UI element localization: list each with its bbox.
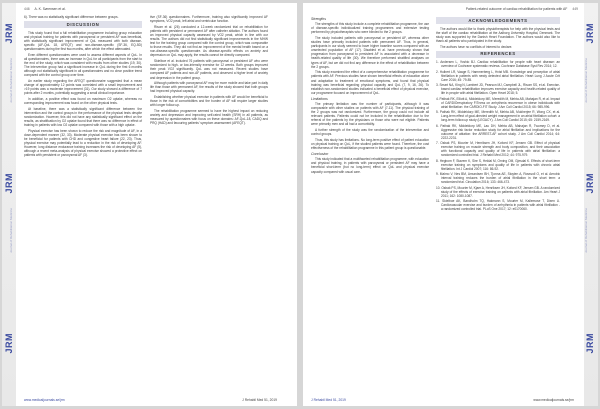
paragraph: The authors have no conflicts of interest to declare.	[440, 44, 513, 49]
paragraph: The study included patients with paroxysmal or persistent AF, whereas other studies have primarily included patients with permanent AF. Thus, in general, participants in our study seemed to have higher baseline scores compared with an unselected population of AF (17). Disabled et al. have previously shown that progression from paroxysmal to persistent AF is associated with a decrease in health-related quality of life (30). We therefore performed stratified analyses on types of AF, but we did not find any difference in the effect of rehabilitation between the 2 groups.	[311, 35, 429, 69]
paragraph: Even different questionnaires were used to assess different aspects of QoL. In all questionnaires, there was an increase in QoL for all participants from the start to the end of the study, which was consistent with results from other studies (19, 30). The intervention group had a significant increase in QoL during the first 6 months although not statistically significant in all questionnaires and no clear positive trend compared with the control group over time.	[24, 52, 142, 78]
paragraph: The rehabilitation programme seemed to have the highest impact on reducing anxiety and depression and improving self-rated health (SRH) in all patients, as measured by questionnaires with focus on these domains: AF-QoL-18, CADQ and PRQ (HAD) and favouring patients' symptom assessment (AFEQT).	[150, 108, 268, 126]
left-page	[2, 3, 297, 406]
reference-item: 5. Pathak RK, Middeldorp ME, Meredith M, Mehta AB, Mukherjee R, Wong CX, et al. Long-term effect of goal-directed weight management in an atrial fibrillation cohort: a long-term follow-up study (LEGACY). J Am Coll Cardiol 2015; 65: 2159-2169.	[436, 110, 560, 123]
reference-item: 6. Pathak RK, Middeldorp ME, Lau DH, Mehta AB, Mahajan R, Twomey D, et al. Aggressive risk factor reduction study for atrial fibrillation and implications for the outcome of ablation: the ARREST-AF cohort study. J Am Coll Cardiol 2014; 64: 2222-2231.	[436, 123, 560, 140]
journal-mark: JRM	[4, 173, 14, 194]
paragraph: The authors would like to thank physiotherapists for help with the physical tests and the staff of the cardiac rehabilitation at the Aalborg University Hospital, Denmark. The study was supported by the Danish Heart Foundation. The authors would also like to thank all patients who participated in the study.	[436, 26, 560, 43]
reference-item: 4. Pathak RK, Elliott A, Middeldorp ME, Meredith M, Mehta AB, Mahajan R, et al. Impact of CARDIOrespiratory FITness on arrhythmia recurrence in obese individuals with atrial fibrillation: the CARDIO-FIT Study. J Am Coll Cardiol 2015; 66: 985-996.	[436, 96, 561, 109]
paragraph: tive (SF-36) questionnaires. Furthermore, training also significantly improved AF symptoms, VO2 peak, left atrial and ventricular function.	[150, 15, 268, 24]
subheading-strengths: Strengths	[311, 17, 326, 21]
paragraph: In addition, a positive effect was found on maximum O2 uptake, whereas no corresponding improvement was found on the other physical tests.	[24, 96, 142, 105]
paragraph: Skielboe et al. included 76 patients with paroxysmal or persistent AF who were randomized to high- or low-intensity exercise for 12 weeks. Both groups improved their peak VO2 significantly. QoL was not measured. Recent studies have compared AF patients and non-AF patients, and observed a higher level of anxiety and depression in the patient group.	[150, 59, 268, 80]
left-page-column-2	[150, 15, 268, 127]
footer-url-link[interactable]: www.medicaljournals.se/jrm	[24, 398, 65, 402]
footer-citation: J Rehabil Med 51, 2019	[311, 398, 346, 402]
footer-url-link[interactable]: www.medicaljournals.se/jrm	[533, 398, 574, 402]
paragraph: This study examined the effect of a comprehensive rehabilitation programme for patients with AF. Previous studies have shown beneficial effects of education alone and adaptation to treatment of emotional symptoms, and found that physical training was beneficial regarding physical capacity and QoL (7, 9, 16, 26). To establish non-randomized studies indicated a beneficial effect of physical exercise, our programme focused on improvement of QoL.	[311, 70, 429, 95]
journal-full-name: Journal of Rehabilitation Medicine	[584, 58, 588, 104]
page-number: 446	[24, 7, 30, 11]
running-head-text: Patient-related outcome of cardiac rehabilitation for patients with AF	[465, 7, 568, 11]
running-head	[24, 7, 66, 11]
paragraph: 6). There was no statistically significant difference between groups.	[24, 15, 119, 19]
journal-full-name: Journal of Rehabilitation Medicine	[584, 208, 588, 254]
journal-mark: JRM	[4, 333, 14, 354]
reference-item: 8. Hegbom F, Stavem K, Sire S, Heldal M, Orning OM, Gjesdal K. Effects of short-term exercise training on symptoms and quality of life in patients with chronic atrial fibrillation. Int J Cardiol 2007; 116: 86-92.	[436, 158, 560, 171]
subheading-conclusion: Conclusion	[311, 152, 329, 157]
paragraph: The primary limitation was the number of participants, although it was comparable with other studies on patients with AF (7-11). The physical training of the 2 groups was not randomized. Furthermore, the group could not include all relevant patients. Patients could not be included in the rehabilitation due to the referral of the patients by the physicians or those who were not eligible. Patients were primarily men and all had a comorbidity.	[311, 101, 429, 127]
reference-item: 9. Malmo V, Nes BM, Amundsen BH, Tjonna AE, Stoylen A, Rossvoll O, et al. Aerobic interval training reduces the burden of atrial fibrillation in the short term: a randomized trial. Circulation 2016; 133: 466-473.	[436, 172, 560, 185]
paragraph: At baseline, there was a statistically significant difference between the intervention and the control groups in the performance of the physical tests despite randomization. However, this did not have any statistically significant effect on the results, as stratification by O2 uptake found that there was no difference in effect of training in patients with low O2 uptake compared with those with a high uptake.	[24, 106, 142, 128]
subheading-limitations: Limitations	[311, 96, 328, 101]
reference-item: 11. Skielboe AK, Bandholm TQ, Hakmann S, Mourier M, Kallemose T, Dixen U. Cardiovascular exercise and burden of arrhythmia in patients with atrial fibrillation - a randomized controlled trial. PLoS One 2017; 12: e0170060.	[436, 199, 560, 212]
running-head-text: A. K. Sørensen et al.	[34, 7, 66, 11]
right-page-column-1	[311, 15, 429, 175]
footer-citation: J Rehabil Med 51, 2019	[242, 398, 277, 402]
journal-full-name: Journal of Rehabilitation Medicine	[9, 58, 13, 104]
section-heading-discussion: DISCUSSION	[24, 21, 142, 28]
section-heading-references: REFERENCES	[436, 51, 560, 58]
paragraph: Establishing whether physical exercise in patients with AF would be beneficial to those in the risk of comorbidities and the burden of AF will require larger studies with longer follow-up.	[150, 95, 268, 108]
paragraph: Thus, this study has limitations. No long-term positive effect of patient education on physical training on QoL, if the studied patients were found. Therefore, the cost effectiveness of the rehabilitation programme in this patient group is questionable.	[311, 137, 429, 151]
right-page	[303, 3, 598, 406]
running-head	[466, 7, 578, 11]
paragraph: Physical exercise has been shown to reduce the risk and magnitude of AF, in a dose-dependent manner (32, 33). Moderate physical exercise has been shown to be beneficial for patients with CHD and congestive heart failure (22, 23). Thus, physical exercise may potentially lead to a reduction in the risk of developing AF. However, long distance endurance training increases the risk of developing AF (5), although a recent meta-analysis of physical exercise showed a protective effect on patients with persistent or paroxysmal AF (3).	[24, 128, 142, 158]
paragraph: A further strength of the study was the randomization of the intervention and control groups.	[311, 128, 429, 137]
reference-item: 10. Osbak PS, Mourier M, Kjaer A, Henriksen JH, Kofoed KF, Jensen GB. A randomized study of the effects of exercise training on patients with atrial fibrillation. Am Heart J 2011; 162: 1080-1087.	[436, 185, 560, 198]
section-heading-acknowledgements: ACKNOWLEDGEMENTS	[436, 17, 560, 24]
paragraph: An earlier study regarding the AFEQT questionnaire suggested that a mean change of approximately 12 points was correlated with a small improvement and >19 points was a moderate improvement (31). Our study showed a difference of 7 points after 2 months, potentially suggesting a small clinical importance.	[24, 78, 142, 96]
left-page-column-1	[24, 15, 142, 159]
reference-item: 7. Osbak PS, Mourier M, Henriksen JH, Kofoed KF, Jensen GB. Effect of physical exercise training on muscle strength and body composition, and their association with functional capacity and quality of life in patients with atrial fibrillation: a randomized controlled trial. J Rehabil Med 2012; 44: 975-979.	[436, 141, 560, 158]
paragraph: The strengths of this study include a complete rehabilitation programme, the use of disease-specific individualized training programmes and extensive testing performed by physiotherapists who were blinded to the 2 groups.	[311, 22, 429, 35]
paragraph: This study found that a full rehabilitation programme including group education and physical training for patients with paroxysmal or persistent AF was beneficial, with statistically significant improvement of QoL measured with both disease-specific (AF-QoL 18, AFEQT) and non-disease-specific (SF-36, EQ-5D) questionnaires during the first two months, after which the effect attenuated.	[24, 30, 142, 52]
journal-mark: JRM	[4, 23, 14, 44]
journal-mark: JRM	[585, 333, 595, 354]
paragraph: Although patients with paroxysmal AF may be more mobile and take part in daily life than those with permanent AF, the results of the study showed that both groups had improved physical capacity.	[150, 81, 268, 94]
journal-full-name: Journal of Rehabilitation Medicine	[9, 208, 13, 254]
paragraph: This study indicated that a multifaceted rehabilitation programme, with education and physical training, in patients with paroxysmal or persistent AF may have a beneficial short-term (but no long-term) effect on QoL and physical exercise capacity compared with usual care.	[311, 157, 429, 174]
paragraph: Risom et al. (26) conducted a 12-week randomized trial on rehabilitation for patients with persistent or permanent AF after catheter ablation. The authors found an improved physical capacity assessed by VO2 peak, which in line with our results. The authors did not find statistically significant improvements in the MHW test for the training group compared with the control group, which was comparable to those results. They did not find an improvement of the mental health based on a non-disease-specific questionnaire. As disease-specific effects on anxiety and depression on QoL may apply, the results cannot be directly compared.	[150, 24, 268, 58]
journal-mark: JRM	[585, 23, 595, 44]
page-number: 449	[572, 7, 578, 11]
journal-mark: JRM	[585, 173, 595, 194]
right-page-column-2	[436, 15, 560, 213]
reference-item: 2. Hulbert LR, Vaage S, Hammerberg L, Hvist MB. Knowledge and perception of atrial fibrillation in patients with newly detected atrial fibrillation. Heart Lung J Acute Crit Care 2016; 45: 79-85.	[436, 69, 560, 82]
reference-item: 1. Andersen L, Yoshio BJ. Cardiac rehabilitation for people with heart disease: an overview of Cochrane systematic reviews. Cochrane Database Syst Rev 2014; 12.	[436, 60, 560, 69]
reference-item: 3. Smart NA, King N, Lambert JD, Pearson MJ, Campbell JL, Risom SS, et al. Exercise-based cardiac rehabilitation improves exercise capacity and health-related quality of life in people with atrial fibrillation. Open Heart 2018; 5.	[436, 83, 560, 96]
